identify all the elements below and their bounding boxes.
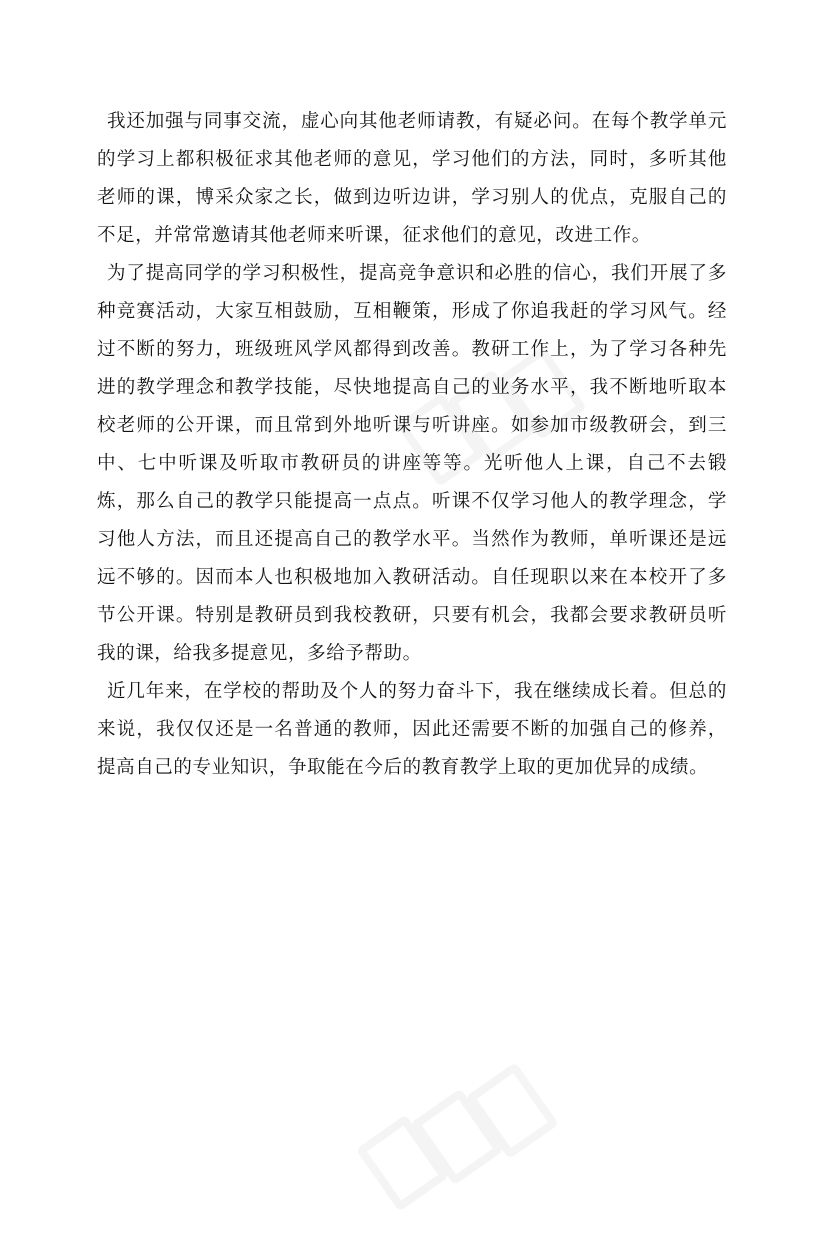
paragraph-2: 为了提高同学的学习积极性，提高竞争意识和必胜的信心，我们开展了多种竞赛活动，大家互相鼓励，互相鞭策，形成了你追我赶的学习风气。经过不断的努力，班级班风学风都得到改善。教研工作上，为了学习各种先进的教学理念和教学技能，尽快地提高自己的业务水平，我不断地听取本校老师的公开课，而且常到外地听课与听讲座。如参加市级教研会，到三中、七中听课及听取市教研员的讲座等等。光听他人上课，自己不去锻炼，那么自己的教学只能提高一点点。听课不仅学习他人的教学理念，学习他人方法，而且还提高自己的教学水平。当然作为教师，单听课还是远远不够的。因而本人也积极地加入教研活动。自任现职以来在本校开了多节公开课。特别是教研员到我校教研，只要有机会，我都会要求教研员听我的课，给我多提意见，多给予帮助。: [97, 263, 727, 664]
document-body: [97, 103, 727, 787]
watermark-graphic-bottom: [356, 1040, 575, 1239]
paragraph-3: 近几年来，在学校的帮助及个人的努力奋斗下，我在继续成长着。但总的来说，我仅仅还是一名普通的教师，因此还需要不断的加强自己的修养，提高自己的专业知识，争取能在今后的教育教学上取的更加优异的成绩。: [97, 681, 727, 778]
paragraph-1: 我还加强与同事交流，虚心向其他老师请教，有疑必问。在每个教学单元的学习上都积极征求其他老师的意见，学习他们的方法，同时，多听其他老师的课，博采众家之长，做到边听边讲，学习别人的优点，克服自己的不足，并常常邀请其他老师来听课，征求他们的意见，改进工作。: [97, 111, 727, 246]
